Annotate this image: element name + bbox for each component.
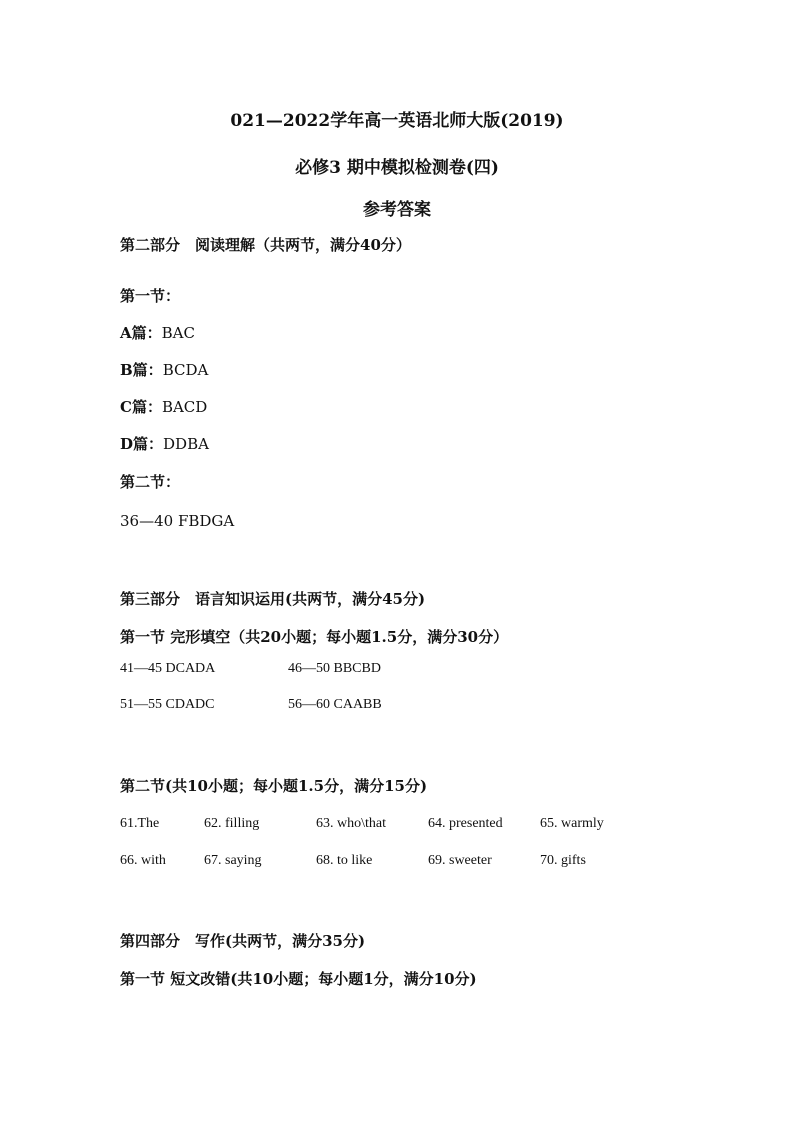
passage-answer: BAC [161, 324, 195, 342]
fill-answer: 70. gifts [540, 853, 586, 868]
passage-c-answer [120, 396, 207, 417]
part3-heading: 第三部分 语言知识运用(共两节，满分45分) [120, 590, 426, 608]
cloze-answer-group: 51—55 CDADC [120, 697, 215, 712]
fill-answer: 64. presented [428, 816, 503, 831]
passage-d-answer [120, 433, 209, 454]
passage-answer: BCDA [162, 361, 209, 379]
part2-section2-heading: 第二节： [120, 473, 181, 491]
passage-answer: DDBA [163, 435, 209, 453]
passage-label: D篇： [120, 435, 164, 453]
fill-answer: 62. filling [204, 816, 260, 831]
fill-answer: 63. who\that [316, 816, 386, 831]
cloze-answer-group: 46—50 BBCBD [288, 661, 381, 676]
part4-heading: 第四部分 写作(共两节，满分35分) [120, 932, 366, 950]
fill-answer: 69. sweeter [428, 853, 492, 868]
passage-label: A篇： [120, 324, 162, 342]
part2-heading: 第二部分 阅读理解（共两节，满分40分） [120, 236, 411, 254]
part2-section2-answer: 36—40 FBDGA [120, 512, 235, 530]
part4-section1-heading: 第一节 短文改错(共10小题；每小题1分，满分10分) [120, 970, 477, 988]
exam-title: 021—2022学年高一英语北师大版(2019) [230, 111, 564, 131]
fill-answer: 65. warmly [540, 816, 604, 831]
fill-answer: 68. to like [316, 853, 373, 868]
passage-b-answer [120, 359, 208, 380]
cloze-answer-group: 41—45 DCADA [120, 661, 216, 676]
part3-section2-heading: 第二节(共10小题；每小题1.5分，满分15分) [120, 777, 428, 795]
fill-answer: 67. saying [204, 853, 262, 868]
passage-label: C篇： [120, 398, 162, 416]
cloze-answer-group: 56—60 CAABB [288, 697, 382, 712]
fill-answer: 61.The [120, 816, 160, 831]
passage-answer: BACD [161, 398, 208, 416]
answer-key-title: 参考答案 [363, 200, 431, 220]
part2-section1-heading: 第一节： [120, 287, 181, 305]
exam-subtitle: 必修3 期中模拟检测卷(四) [295, 158, 499, 178]
passage-label: B篇： [120, 361, 163, 379]
fill-answer: 66. with [120, 853, 166, 868]
passage-a-answer [120, 322, 195, 343]
part3-section1-heading: 第一节 完形填空（共20小题；每小题1.5分，满分30分） [120, 628, 509, 646]
